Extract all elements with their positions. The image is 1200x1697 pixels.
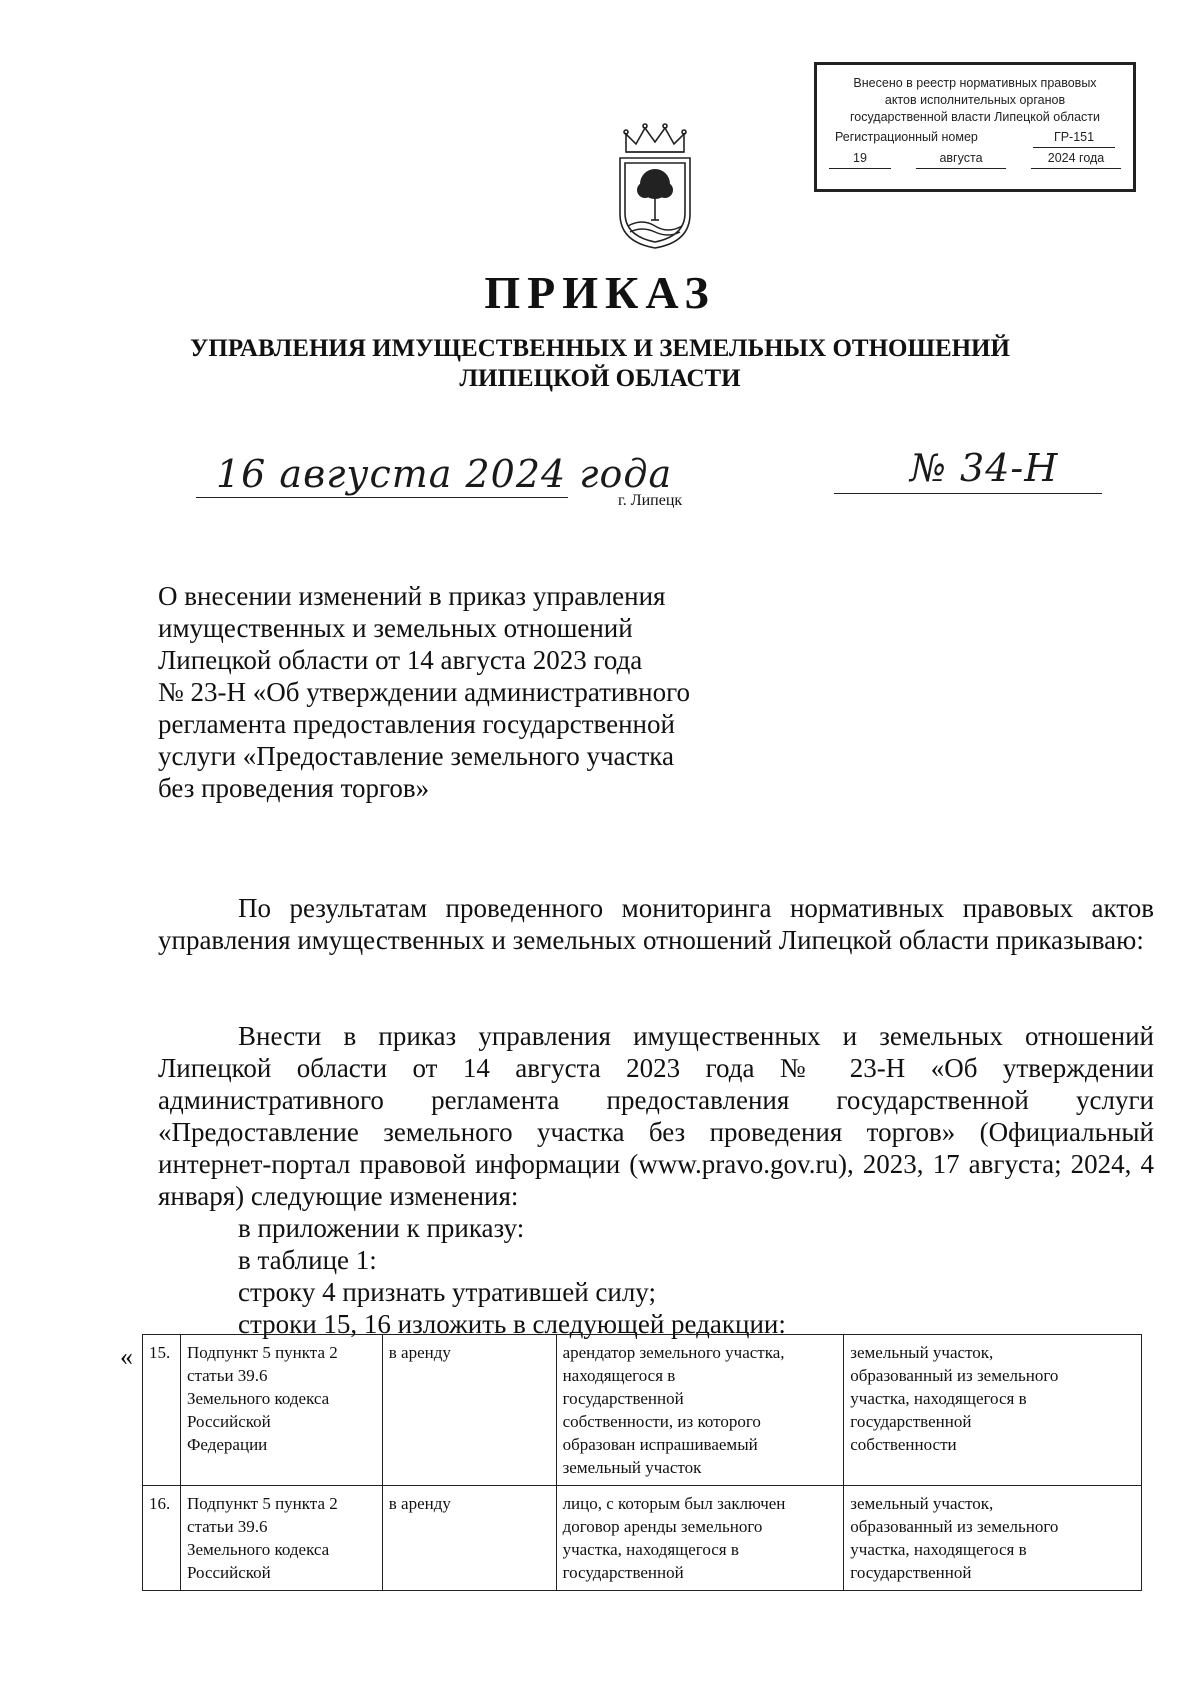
- stamp-line: государственной власти Липецкой области: [849, 110, 1101, 124]
- list-item: строку 4 признать утратившей силу;: [238, 1277, 656, 1307]
- cell-line: государственной: [562, 1563, 684, 1582]
- issuer-line: ЛИПЕЦКОЙ ОБЛАСТИ: [459, 365, 741, 392]
- stamp-month: августа: [916, 148, 1006, 169]
- list-item: строки 15, 16 изложить в следующей редакции:: [238, 1309, 786, 1339]
- cell-line: арендатор земельного участка,: [562, 1343, 785, 1362]
- cell-line: собственности: [850, 1435, 957, 1454]
- cell-line: земельный участок,: [850, 1494, 994, 1513]
- city-label: г. Липецк: [618, 492, 683, 509]
- cell-line: Федерации: [186, 1435, 268, 1454]
- cell-line: государственной: [562, 1389, 684, 1408]
- list-item: в приложении к приказу:: [238, 1213, 525, 1243]
- cell-line: Земельного кодекса: [186, 1389, 330, 1408]
- cell-line: находящегося в: [562, 1366, 676, 1385]
- provision-type-cell: в аренду: [382, 1486, 556, 1591]
- heading-line: имущественных и земельных отношений: [158, 613, 633, 643]
- registry-stamp: [814, 62, 1136, 192]
- cell-line: Подпункт 5 пункта 2: [186, 1494, 338, 1513]
- document-type-title: ПРИКАЗ: [484, 267, 716, 318]
- legal-basis-cell: [180, 1486, 382, 1591]
- cell-line: участка, находящегося в: [850, 1389, 1027, 1408]
- cell-line: Российской: [186, 1412, 271, 1431]
- cell-line: образован испрашиваемый: [562, 1435, 758, 1454]
- cell-line: образованный из земельного: [850, 1366, 1059, 1385]
- heading-line: О внесении изменений в приказ управления: [158, 581, 666, 611]
- number-underline: [834, 493, 1102, 494]
- provision-type-cell: в аренду: [382, 1335, 556, 1486]
- stamp-line: актов исполнительных органов: [884, 93, 1066, 107]
- heading-line: Липецкой области от 14 августа 2023 года: [158, 645, 643, 675]
- stamp-reg-label: Регистрационный номер: [835, 130, 978, 144]
- coat-of-arms-icon: [612, 122, 698, 250]
- cell-line: Российской: [186, 1563, 271, 1582]
- cell-line: лицо, с которым был заключен: [562, 1494, 786, 1513]
- heading-line: без проведения торгов»: [158, 773, 430, 803]
- cell-line: договор аренды земельного: [562, 1517, 763, 1536]
- amendment-list: [238, 1212, 786, 1340]
- stamp-day: 19: [829, 148, 891, 169]
- date-underline: [196, 497, 568, 498]
- main-paragraph: Внести в приказ управления имущественных и земельных отношений Липецкой области от 14 августа 2023 года № 23-Н «Об утверждении административного регламента предоставления государственной услуги «Предоставление земельного участка без проведения торгов» (Официальный интернет-портал правовой информации (www.pravo.gov.ru), 2023, 17 августа; 2024, 4 января) следующие изменения:: [158, 1021, 1154, 1211]
- cell-line: земельный участок,: [850, 1343, 994, 1362]
- cell-line: статьи 39.6: [186, 1517, 268, 1536]
- cell-line: Земельного кодекса: [186, 1540, 330, 1559]
- cell-line: Подпункт 5 пункта 2: [186, 1343, 338, 1362]
- cell-line: участка, находящегося в: [562, 1540, 739, 1559]
- cell-line: государственной: [850, 1412, 972, 1431]
- issuer-line: УПРАВЛЕНИЯ ИМУЩЕСТВЕННЫХ И ЗЕМЕЛЬНЫХ ОТНОШЕНИЙ: [190, 335, 1010, 362]
- legal-basis-cell: [180, 1335, 382, 1486]
- order-heading: [158, 580, 778, 804]
- heading-line: № 23-Н «Об утверждении административного: [158, 677, 690, 707]
- stamp-year: 2024 года: [1031, 148, 1121, 169]
- heading-line: услуги «Предоставление земельного участка: [158, 741, 674, 771]
- opening-quote: «: [120, 1342, 133, 1371]
- cell-line: государственной: [850, 1563, 972, 1582]
- stamp-reg-number: ГР-151: [1033, 127, 1115, 148]
- issuer-name: [0, 334, 1200, 394]
- list-item: в таблице 1:: [238, 1245, 377, 1275]
- cell-line: участка, находящегося в: [850, 1540, 1027, 1559]
- heading-line: регламента предоставления государственной: [158, 709, 675, 739]
- amendment-table: [142, 1334, 1142, 1591]
- handwritten-date: 16 августа 2024 года: [216, 452, 673, 496]
- table-row: [143, 1335, 1142, 1486]
- row-number: 15.: [143, 1335, 181, 1486]
- parcel-cell: [844, 1486, 1142, 1591]
- cell-line: земельный участок: [562, 1458, 702, 1477]
- table-row: [143, 1486, 1142, 1591]
- cell-line: образованный из земельного: [850, 1517, 1059, 1536]
- parcel-cell: [844, 1335, 1142, 1486]
- stamp-line: Внесено в реестр нормативных правовых: [853, 76, 1097, 90]
- applicant-cell: [556, 1335, 844, 1486]
- cell-line: собственности, из которого: [562, 1412, 761, 1431]
- preamble-paragraph: По результатам проведенного мониторинга нормативных правовых актов управления имущественных и земельных отношений Липецкой области приказываю:: [158, 893, 1154, 955]
- handwritten-number: № 34-Н: [910, 446, 1059, 490]
- row-number: 16.: [143, 1486, 181, 1591]
- cell-line: статьи 39.6: [186, 1366, 268, 1385]
- applicant-cell: [556, 1486, 844, 1591]
